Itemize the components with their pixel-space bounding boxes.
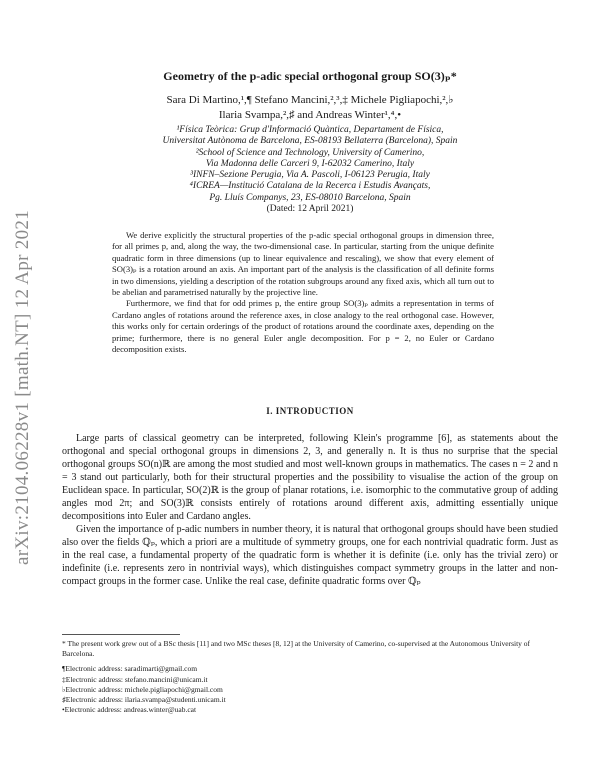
affiliations <box>60 125 560 215</box>
affiliation-line: Pg. Lluís Companys, 23, ES-08010 Barcelona, Spain <box>209 192 411 203</box>
arxiv-stamp <box>2 170 38 570</box>
abstract-paragraph: We derive explicitly the structural properties of the p-adic special orthogonal groups in dimension three, for all primes p, and, along the way, the two-dimensional case. In particular, starting from the unique definite quadratic form in three dimensions (up to linear equivalence and rescaling), we show that every element of SO(3)ₚ is a rotation around an axis. An important part of the analysis is the classification of all definite forms in two dimensions, yielding a description of the rotation subgroups around any fixed axis, which all turn out to be abelian and parametrised naturally by the projective line. <box>112 230 494 298</box>
author-line-1: Sara Di Martino,¹,¶ Stefano Mancini,²,³,‡ Michele Pigliapochi,²,♭ <box>166 94 454 106</box>
body-text <box>62 432 558 588</box>
arxiv-identifier <box>2 170 38 570</box>
footnote-email: ‡Electronic address: stefano.mancini@unicam.it <box>62 674 208 684</box>
footnote-email: ¶Electronic address: saradimarti@gmail.com <box>62 664 198 674</box>
abstract <box>112 230 494 355</box>
author-list <box>60 93 560 123</box>
footnote-email: ♯Electronic address: ilaria.svampa@studenti.unicam.it <box>62 695 226 705</box>
footnote-rule <box>62 634 180 635</box>
affiliation-line: ²School of Science and Technology, University of Camerino, <box>195 147 425 158</box>
dated-line: (Dated: 12 April 2021) <box>266 204 354 215</box>
body-paragraph: Given the importance of p-adic numbers in number theory, it is natural that orthogonal groups should have been studied also over the fields ℚₚ, which a priori are a multitude of symmetry groups, one for each nontrivial quadratic form. Just as in the real case, a fundamental property of the quadratic form is whether it is definite (i.e. only has the trivial zero) or indefinite (i.e. represents zero in nontrivial ways), which distinguishes compact symmetry groups in the latter and non-compact groups in the former case. Unlike the real case, definite quadratic forms over ℚₚ <box>62 524 558 587</box>
footnotes <box>62 639 558 715</box>
author-line-2: Ilaria Svampa,²,♯ and Andreas Winter¹,⁴,• <box>218 109 402 121</box>
section-heading: I. INTRODUCTION <box>266 406 354 416</box>
body-paragraph: Large parts of classical geometry can be interpreted, following Klein's programme [6], as statements about the orthogonal and special orthogonal groups in dimensions 2, 3, and generally n. It is thus no surprise that the special orthogonal groups SO(n)ℝ are among the most studied and most well-known groups in mathematics. The cases n = 2 and n = 3 stand out particularly, both for their structural properties and the possibility to visualise the action of the group on Euclidean space. In particular, SO(2)ℝ is the group of planar rotations, i.e. isomorphic to the commutative group of adding angles mod 2π; and SO(3)ℝ consists entirely of rotations around different axis, admitting essentially unique decompositions into Euler and Cardano angles. <box>62 433 558 522</box>
affiliation-line: Universitat Autònoma de Barcelona, ES-08193 Bellaterra (Barcelona), Spain <box>162 136 458 147</box>
paper-title: Geometry of the p-adic special orthogonal group SO(3)ₚ* <box>163 69 457 83</box>
affiliation-line: Via Madonna delle Carceri 9, I-62032 Camerino, Italy <box>205 158 415 169</box>
affiliation-line: ³INFN–Sezione Perugia, Via A. Pascoli, I-06123 Perugia, Italy <box>190 170 430 181</box>
footnote-star: * The present work grew out of a BSc thesis [11] and two MSc theses [8, 12] at the University of Camerino, co-supervised at the Autonomous University of Barcelona. <box>62 639 531 659</box>
arxiv-id-text: arXiv:2104.06228v1 [math.NT] 12 Apr 2021 <box>12 209 33 565</box>
footnote-email: •Electronic address: andreas.winter@uab.cat <box>62 705 197 715</box>
affiliation-line: ¹Física Teòrica: Grup d'Informació Quàntica, Departament de Física, <box>176 125 444 135</box>
footnote-email: ♭Electronic address: michele.pigliapochi@gmail.com <box>62 684 223 694</box>
affiliation-line: ⁴ICREA—Institució Catalana de la Recerca i Estudis Avançats, <box>189 181 431 192</box>
abstract-paragraph: Furthermore, we find that for odd primes p, the entire group SO(3)ₚ admits a representation in terms of Cardano angles of rotations around the reference axes, in close analogy to the real orthogonal case. However, this works only for certain orderings of the product of rotations around the coordinate axes, depending on the prime; furthermore, there is no general Euler angle decomposition. For p = 2, no Euler or Cardano decomposition exists. <box>112 298 494 355</box>
